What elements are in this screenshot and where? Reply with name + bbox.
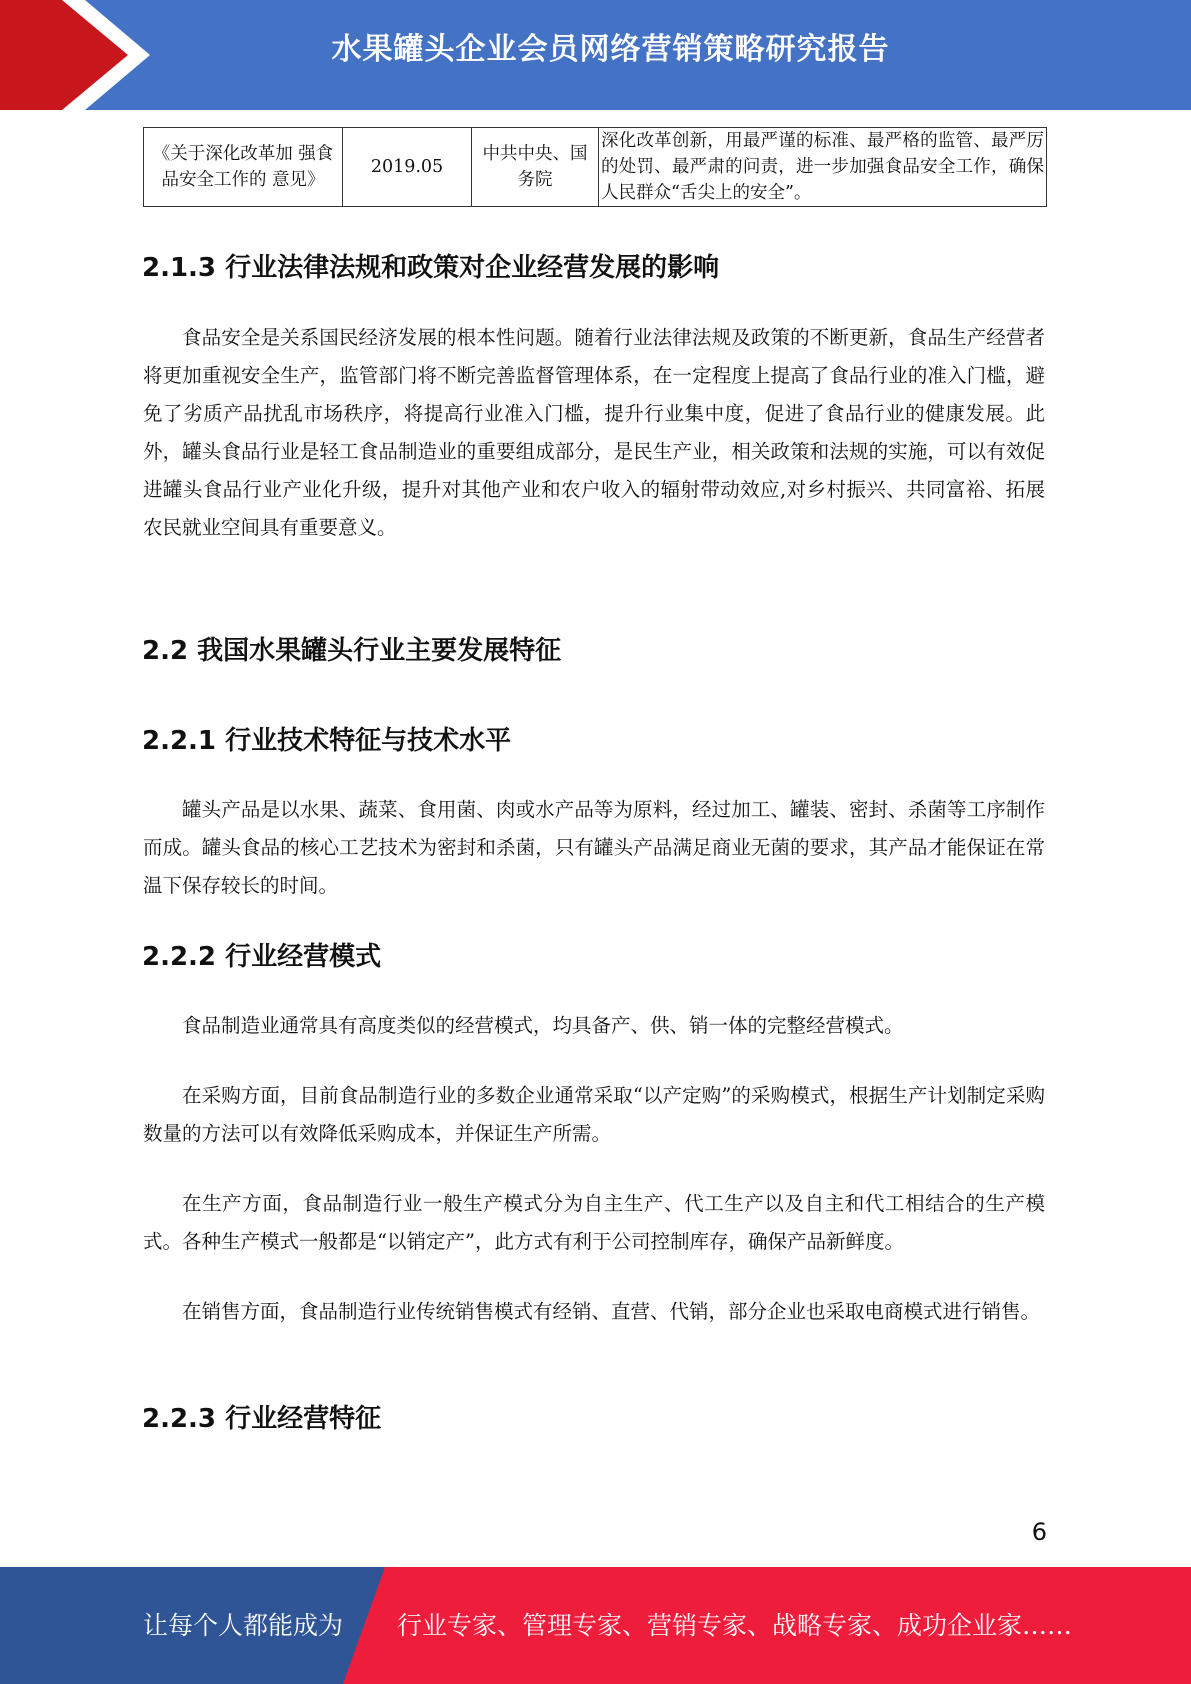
section-2-2-1-paragraph: 罐头产品是以水果、蔬菜、食用菌、肉或水产品等为原料，经过加工、罐装、密封、杀菌等工序制作而成。罐头食品的核心工艺技术为密封和杀菌，只有罐头产品满足商业无菌的要求，其产品才能保证在常温下保存较长的时间。 (143, 798, 1045, 897)
policy-name-cell: 《关于深化改革加 强食品安全工作的 意见》 (144, 128, 343, 207)
policy-issuer-cell: 中共中央、国务院 (472, 128, 599, 207)
section-2-2-2-paragraph-4: 在销售方面，食品制造行业传统销售模式有经销、直营、代销，部分企业也采取电商模式进行销售。 (182, 1300, 1041, 1323)
page-footer (0, 1567, 1191, 1684)
section-2-1-3-paragraph: 食品安全是关系国民经济发展的根本性问题。随着行业法律法规及政策的不断更新，食品生产经营者将更加重视安全生产，监管部门将不断完善监督管理体系，在一定程度上提高了食品行业的准入门槛，避免了劣质产品扰乱市场秩序，将提高行业准入门槛，提升行业集中度，促进了食品行业的健康发展。此外，罐头食品行业是轻工食品制造业的重要组成部分，是民生产业，相关政策和法规的实施，可以有效促进罐头食品行业产业化升级，提升对其他产业和农户收入的辐射带动效应,对乡村振兴、共同富裕、拓展农民就业空间具有重要意义。 (143, 326, 1045, 539)
section-heading-2-2-1: 2.2.1 行业技术特征与技术水平 (142, 726, 512, 756)
section-2-2-2-paragraph-3: 在生产方面，食品制造行业一般生产模式分为自主生产、代工生产以及自主和代工相结合的生产模式。各种生产模式一般都是“以销定产”，此方式有利于公司控制库存，确保产品新鲜度。 (143, 1192, 1045, 1253)
section-heading-2-2-2: 2.2.2 行业经营模式 (142, 942, 382, 972)
footer-slogan-left: 让每个人都能成为 (143, 1611, 344, 1640)
policy-table (143, 127, 1047, 207)
report-title: 水果罐头企业会员网络营销策略研究报告 (331, 32, 890, 67)
section-2-2-2-paragraph-2: 在采购方面，目前食品制造行业的多数企业通常采取“以产定购”的采购模式，根据生产计划制定采购数量的方法可以有效降低采购成本，并保证生产所需。 (143, 1084, 1045, 1145)
policy-date-cell: 2019.05 (343, 128, 472, 207)
section-heading-2-1-3: 2.1.3 行业法律法规和政策对企业经营发展的影响 (142, 253, 720, 283)
policy-content-cell: 深化改革创新，用最严谨的标准、最严格的监管、最严厉的处罚、最严肃的问责，进一步加强食品安全工作，确保人民群众“舌尖上的安全”。 (599, 128, 1047, 207)
section-heading-2-2-3: 2.2.3 行业经营特征 (142, 1404, 382, 1434)
footer-slogan-right: 行业专家、管理专家、营销专家、战略专家、成功企业家…… (397, 1611, 1073, 1640)
page-number: 6 (1031, 1518, 1047, 1546)
section-2-2-2-paragraph-1: 食品制造业通常具有高度类似的经营模式，均具备产、供、销一体的完整经营模式。 (182, 1014, 904, 1037)
table-row (144, 128, 1047, 207)
page-header (0, 0, 1191, 110)
section-heading-2-2: 2.2 我国水果罐头行业主要发展特征 (142, 636, 562, 666)
